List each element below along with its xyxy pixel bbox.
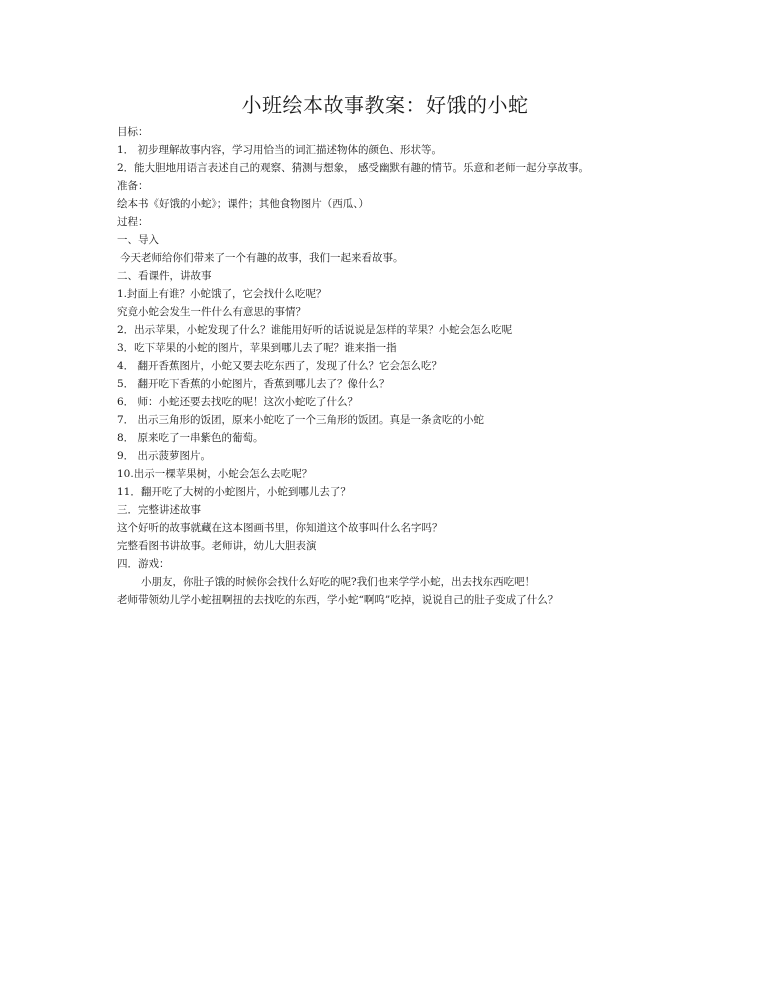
section-label-goals: 目标： [117,126,149,138]
retell-text-1: 这个好听的故事就藏在这本图画书里，你知道这个故事叫什么名字吗？ [117,522,443,534]
document-title: 小班绘本故事教案：好饿的小蛇 [241,93,529,117]
game-text-1: 小朋友，你肚子饿的时候你会找什么好吃的呢?我们也来学学小蛇，出去找东西吃吧！ [141,576,536,588]
story-item-9: 9． 出示菠萝图片。 [117,450,212,462]
goal-item-1: 1． 初步理解故事内容，学习用恰当的词汇描述物体的颜色、形状等。 [117,144,443,156]
step-heading-intro: 一、导入 [117,234,159,246]
story-item-5: 5． 翻开吃下香蕉的小蛇图片，香蕉到哪儿去了？像什么？ [117,378,390,390]
story-item-4: 4． 翻开香蕉图片，小蛇又要去吃东西了，发现了什么？它会怎么吃？ [117,360,443,372]
story-item-7: 7． 出示三角形的饭团，原来小蛇吃了一个三角形的饭团。真是一条贪吃的小蛇 [117,414,485,426]
step-heading-story: 二、看课件，讲故事 [117,270,212,282]
story-item-3: 3．吃下苹果的小蛇的图片，苹果到哪儿去了呢？谁来指一指 [117,342,397,354]
section-label-preparation: 准备： [117,180,149,192]
story-item-1-followup: 究竟小蛇会发生一件什么有意思的事情？ [117,306,306,318]
story-item-8: 8． 原来吃了一串紫色的葡萄。 [117,432,264,444]
story-item-2: 2．出示苹果，小蛇发现了什么？谁能用好听的话说说是怎样的苹果？小蛇会怎么吃呢 [117,324,513,336]
document-body [117,123,657,609]
story-item-1: 1.封面上有谁？小蛇饿了，它会找什么吃呢？ [117,288,327,300]
story-item-11: 11．翻开吃了大树的小蛇图片，小蛇到哪儿去了？ [117,486,351,498]
section-label-process: 过程： [117,216,149,228]
retell-text-2: 完整看图书讲故事。老师讲，幼儿大胆表演 [117,540,317,552]
preparation-text: 绘本书《好饿的小蛇》；课件；其他食物图片（西瓜、） [117,198,369,210]
intro-text: 今天老师给你们带来了一个有趣的故事，我们一起来看故事。 [120,252,404,264]
game-text-2: 老师带领幼儿学小蛇扭啊扭的去找吃的东西，学小蛇“啊呜”吃掉，说说自己的肚子变成了什么？ [117,594,559,606]
goal-item-2: 2．能大胆地用语言表述自己的观察、猜测与想象， 感受幽默有趣的情节。乐意和老师一起分享故事。 [117,162,590,174]
step-heading-game: 四．游戏： [117,558,170,570]
step-heading-retell: 三．完整讲述故事 [117,504,201,516]
story-item-6: 6． 师：小蛇还要去找吃的呢！这次小蛇吃了什么？ [117,396,359,408]
story-item-10: 10.出示一棵苹果树，小蛇会怎么去吃呢？ [117,468,313,480]
